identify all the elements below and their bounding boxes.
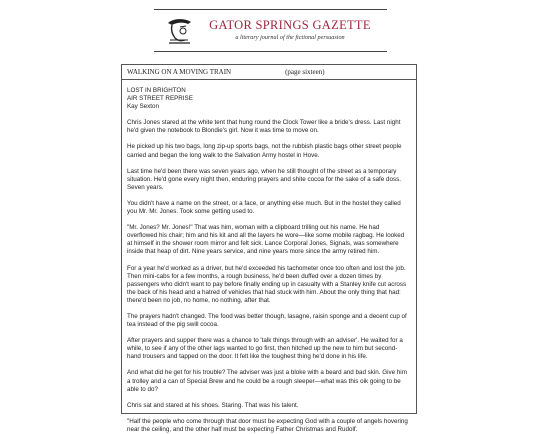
paragraph: You didn't have a name on the street, or a face, or anything else much. But in the hostel they called you Mr. Mr. Jones. Took some getting used to.: [127, 199, 401, 216]
paragraph: Chris Jones stared at the white tent that hung round the Clock Tower like a bride's dress. Last night he'd given the notebook to Blondie's girl. Now it was time to move on.: [127, 119, 401, 135]
paragraph: For a year he'd worked as a driver, but he'd exceeded his tachometer once too often and lost the job. Then mini-cabs for a few months, a rough business, he'd been duffed over a dozen times by passengers who didn't want to pay before finally ending up in casualty with a Stanley knife cut across the back of his head and a hatred of vehicles that had stuck with him. About the only thing that had: there'd been no job, no home, no nothing, after that.: [127, 264, 407, 304]
masthead-title: GATOR SPRINGS GAZETTE: [209, 18, 371, 32]
alligator-logo-icon: [163, 14, 195, 46]
masthead-top-rule: [154, 9, 387, 10]
byline: [127, 87, 411, 111]
paragraph: And what did he get for his trouble? The adviser was just a bloke with a beard and bad skin. Give him a trolley and a can of Special Brew and he could be a rough sleeper—what was this oik going to be able to do?: [127, 369, 407, 393]
masthead-tagline: a literary journal of the fictional persuasion: [235, 34, 345, 41]
paragraph: After prayers and supper there was a chance to 'talk things through with an adviser'. He waited for a while, to see if any of the other lags wanted to go first, then hitched up the new to him but second-hand trousers and tapped on the door. It felt like the toughest thing he'd done in his life.: [127, 337, 403, 361]
paragraph: He picked up his two bags, long zip-up sports bags, not the rubbish plastic bags other street people carried and began the long walk to the Salvation Army hostel in Hove.: [127, 143, 402, 159]
page-number: (page sixteen): [285, 68, 325, 76]
paragraph: "Mr. Jones? Mr. Jones!" That was him, woman with a clipboard trilling out his name. He had overflowed his chair; him and his kit and all the layers he wore—like some mobile ragbag. He looked at himself in the shower room mirror and felt sick. Lance Corporal Jones, Signals, was somewhere inside that heap of dirt. Nine years service, and nine years more since the army retired him.: [127, 224, 405, 256]
masthead-bottom-rule: [154, 51, 387, 52]
article-frame: [121, 64, 417, 433]
paragraph: The prayers hadn't changed. The food was better though, lasagne, raisin sponge and a decent cup of tea instead of the pig swill cocoa.: [127, 312, 407, 329]
paragraph: Last time he'd been there was seven years ago, when he still thought of the street as a temporary situation. He'd gone every night then, enduring prayers and shite cocoa for the sake of a safe doss. Seven years.: [127, 167, 401, 191]
paragraph: Chris sat and stared at his shoes. Staring. That was his talent.: [127, 401, 299, 409]
section-header: [122, 65, 416, 80]
section-name: WALKING ON A MOVING TRAIN: [127, 68, 232, 76]
story-subtitle: AIR STREET REPRISE: [127, 95, 193, 103]
author-name: Kay Sexton: [127, 103, 159, 111]
story-title: LOST IN BRIGHTON: [127, 87, 186, 94]
article-body: [122, 80, 416, 434]
paragraph: "Half the people who come through that door must be expecting God with a couple of angels hovering near the ceiling, and the other half must be expecting Father Christmas and Rudolf.: [127, 417, 408, 433]
